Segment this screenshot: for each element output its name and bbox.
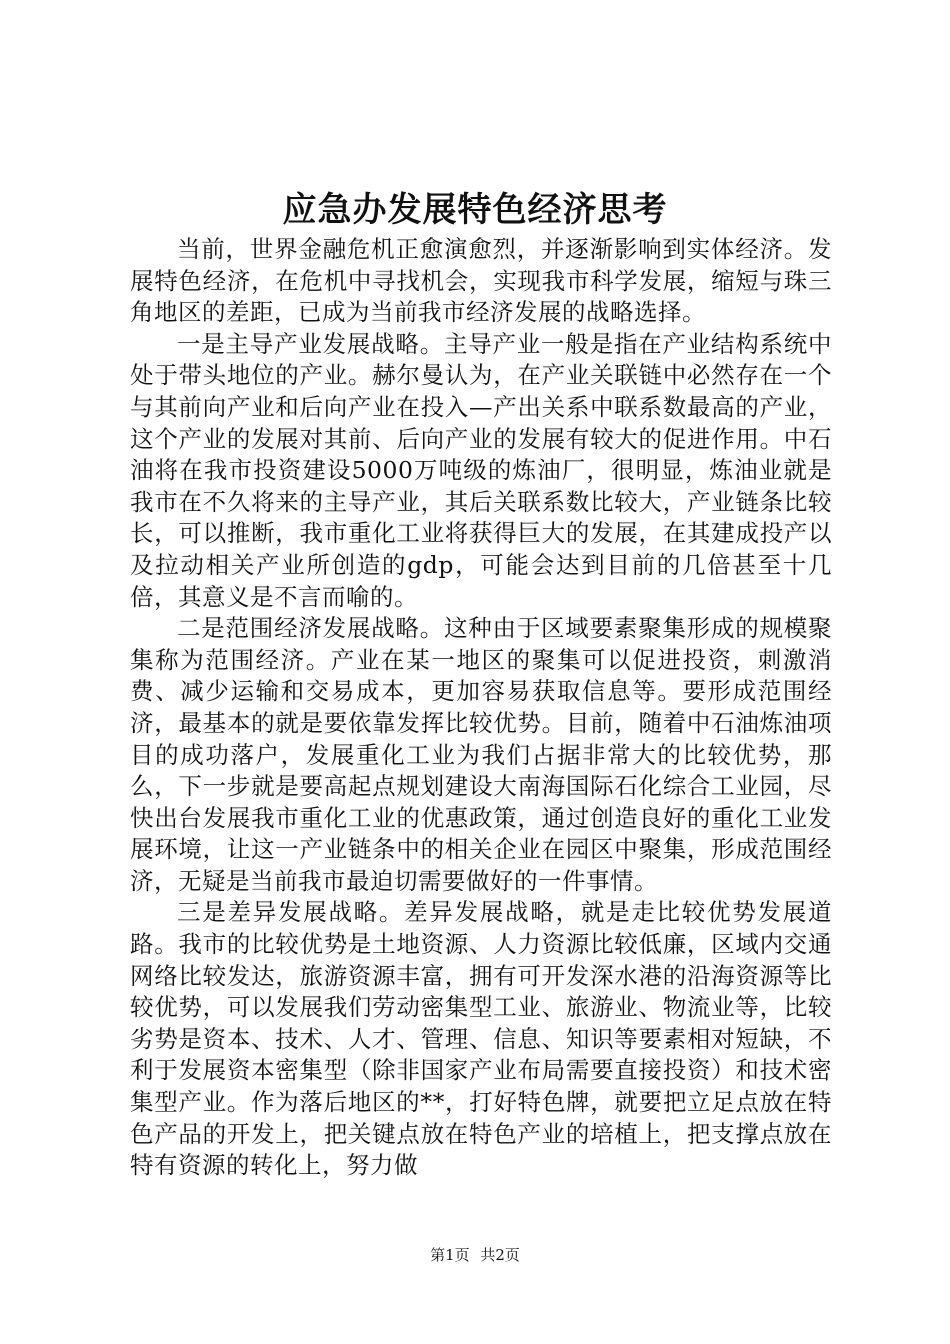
page-footer xyxy=(0,1245,950,1265)
page-number: 第1页 xyxy=(430,1246,470,1264)
document-title: 应急办发展特色经济思考 xyxy=(282,190,668,230)
page-total: 共2页 xyxy=(480,1246,520,1264)
paragraph-intro: 当前，世界金融危机正愈演愈烈，并逐渐影响到实体经济。发展特色经济，在危机中寻找机会，实现我市科学发展，缩短与珠三角地区的差距，已成为当前我市经济发展的战略选择。 xyxy=(130,235,832,327)
paragraph-strategy-3: 三是差异发展战略。差异发展战略，就是走比较优势发展道路。我市的比较优势是土地资源、人力资源比较低廉，区域内交通网络比较发达，旅游资源丰富，拥有可开发深水港的沿海资源等比较优势，可以发展我们劳动密集型工业、旅游业、物流业等，比较劣势是资本、技术、人才、管理、信息、知识等要素相对短缺，不利于发展资本密集型（除非国家产业布局需要直接投资）和技术密集型产业。作为落后地区的**，打好特色牌，就要把立足点放在特色产品的开发上，把关键点放在特色产业的培植上，把支撑点放在特有资源的转化上，努力做 xyxy=(130,898,832,1180)
paragraph-strategy-1: 一是主导产业发展战略。主导产业一般是指在产业结构系统中处于带头地位的产业。赫尔曼认为，在产业关联链中必然存在一个与其前向产业和后向产业在投入—产出关系中联系数最高的产业，这个产业的发展对其前、后向产业的发展有较大的促进作用。中石油将在我市投资建设5000万吨级的炼油厂，很明显，炼油业就是我市在不久将来的主导产业，其后关联系数比较大，产业链条比较长，可以推断，我市重化工业将获得巨大的发展，在其建成投产以及拉动相关产业所创造的gdp，可能会达到目前的几倍甚至十几倍，其意义是不言而喻的。 xyxy=(130,329,832,611)
paragraph-strategy-2: 二是范围经济发展战略。这种由于区域要素聚集形成的规模聚集称为范围经济。产业在某一地区的聚集可以促进投资，刺激消费、减少运输和交易成本，更加容易获取信息等。要形成范围经济，最基本的就是要依靠发挥比较优势。目前，随着中石油炼油项目的成功落户，发展重化工业为我们占据非常大的比较优势，那么，下一步就是要高起点规划建设大南海国际石化综合工业园，尽快出台发展我市重化工业的优惠政策，通过创造良好的重化工业发展环境，让这一产业链条中的相关企业在园区中聚集，形成范围经济，无疑是当前我市最迫切需要做好的一件事情。 xyxy=(130,614,832,895)
document-body xyxy=(130,234,832,1182)
